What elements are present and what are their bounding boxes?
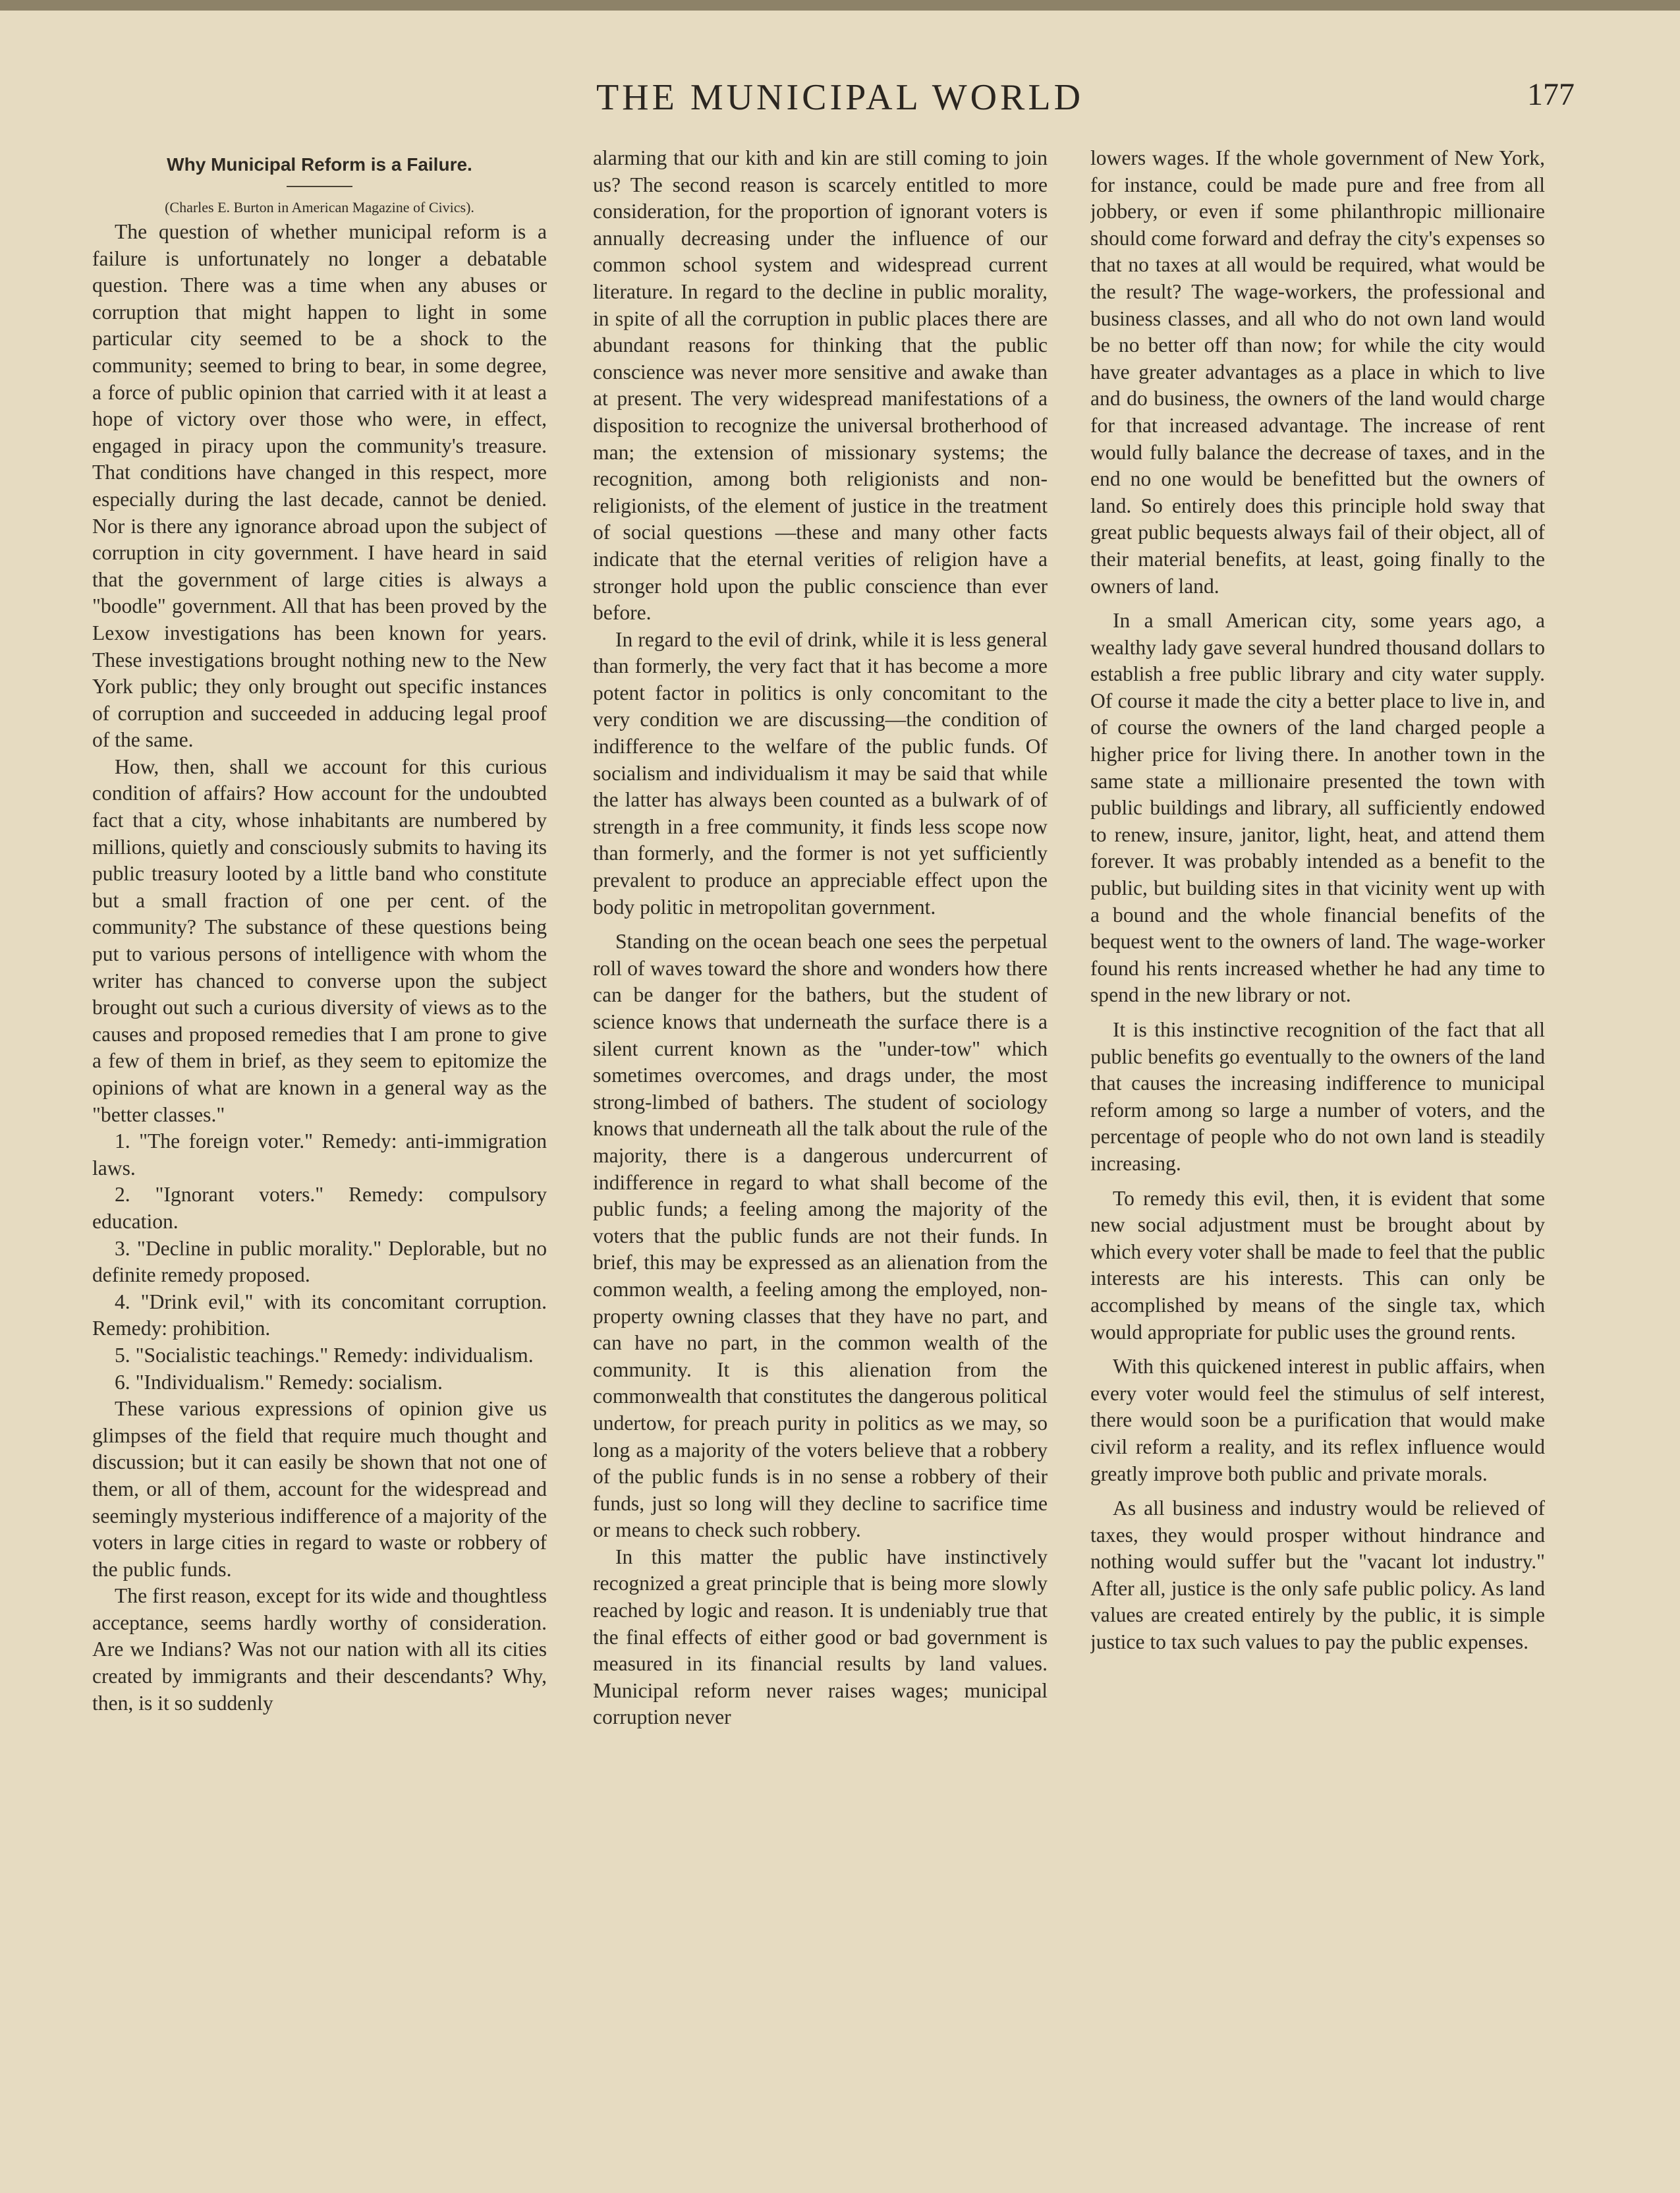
paragraph: To remedy this evil, then, it is evident that some new social adjustment must be brought about by which every voter shall be made to feel that the public interests are his interests. This can only be accomplished by means of the single tax, which would appropriate for public uses the ground rents. bbox=[1090, 1186, 1545, 1344]
article-column-2 bbox=[593, 145, 1048, 2148]
article-title: Why Municipal Reform is a Failure. bbox=[167, 154, 472, 175]
paragraph: How, then, shall we account for this curious condition of affairs? How account for the undoubted fact that a city, whose inhabitants are numbered by millions, quietly and consciously submits to having its public treasury looted by a little band who constitute but a small fraction of one per cent. of the community? The substance of these questions being put to various persons of intelligence with whom the writer has chanced to converse upon the subject brought out such a curious diversity of views as to the causes and proposed remedies that I am prone to give a few of them in brief, as they seem to epitomize the opinions of what are known in a general way as the "better classes." bbox=[92, 755, 547, 1126]
article-column-3 bbox=[1090, 145, 1545, 2148]
page-header bbox=[0, 72, 1680, 132]
paragraph: The question of whether municipal reform is a failure is unfortunately no longer a debatable question. There was a time when any abuses or corruption that might happen to light in some particular city seemed to be a shock to the community; seemed to bring to bear, in some degree, a force of public opinion that carried with it at least a hope of victory over those who were, in effect, engaged in piracy upon the community's treasure. That conditions have changed in this respect, more especially during the last decade, cannot be denied. Nor is there any ignorance abroad upon the subject of corruption in city government. I have heard in said that the government of large cities is always a "boodle" government. All that has been proved by the Lexow investigations has been known for years. These investigations brought nothing new to the New York public; they only brought out specific instances of corruption and succeeded in adducing legal proof of the same. bbox=[92, 220, 547, 752]
list-item: 4. "Drink evil," with its concomitant corruption. Remedy: prohibition. bbox=[92, 1290, 547, 1340]
title-rule bbox=[287, 186, 352, 187]
page-number: 177 bbox=[1527, 77, 1575, 112]
list-item: 5. "Socialistic teachings." Remedy: individualism. bbox=[115, 1343, 534, 1367]
paragraph: In a small American city, some years ago, a wealthy lady gave several hundred thousand dollars to establish a free public library and city water supply. Of course it made the city a better place to live in, and of course the owners of the land charged people a higher price for living there. In another town in the same state a millionaire presented the town with public buildings and library, all sufficiently endowed to renew, insure, janitor, light, heat, and attend them forever. It was probably intended as a benefit to the public, but building sites in that vicinity went up with a bound and the whole financial benefits of the bequest went to the owners of land. The wage-worker found his rents increased whether he had any time to spend in the new library or not. bbox=[1090, 609, 1545, 1007]
article-column-1 bbox=[92, 145, 547, 2148]
paragraph: As all business and industry would be relieved of taxes, they would prosper without hindrance and nothing would suffer but the "vacant lot industry." After all, justice is the only safe public policy. As land values are created entirely by the public, it is simple justice to tax such values to pay the public expenses. bbox=[1090, 1496, 1545, 1654]
page-top-edge bbox=[0, 0, 1680, 11]
paragraph: The first reason, except for its wide and thoughtless acceptance, seems hardly worthy of consideration. Are we Indians? Was not our nation with all its cities created by immigrants and their descendants? Why, then, is it so suddenly bbox=[92, 1584, 547, 1715]
paragraph: alarming that our kith and kin are still coming to join us? The second reason is scarcely entitled to more consideration, for the proportion of ignorant voters is annually decreasing under the influence of our common school system and widespread current literature. In regard to the decline in public morality, in spite of all the corruption in public places there are abundant reasons for thinking that the public conscience was never more sensitive and awake than at present. The very widespread manifestations of a disposition to recognize the universal brotherhood of man; the extension of missionary systems; the recognition, among both religionists and non-religionists, of the element of justice in the treatment of social questions —these and many other facts indicate that the eternal verities of religion have a stronger hold upon the public conscience than ever before. bbox=[593, 146, 1048, 625]
paragraph: lowers wages. If the whole government of New York, for instance, could be made pure and free from all jobbery, or even if some philanthropic millionaire should come forward and defray the city's expenses so that no taxes at all would be required, what would be the result? The wage-workers, the professional and business classes, and all who do not own land would be no better off than now; for while the city would have greater advantages as a place in which to live and do business, the owners of the land would charge for that increased advantage. The increase of rent would fully balance the decrease of taxes, and in the end no one would be benefitted but the owners of land. So entirely does this principle hold sway that great public bequests always fail of their object, all of their material benefits, at least, going finally to the owners of land. bbox=[1090, 146, 1545, 598]
list-item: 3. "Decline in public morality." Deplorable, but no definite remedy proposed. bbox=[92, 1236, 547, 1287]
list-item: 6. "Individualism." Remedy: socialism. bbox=[115, 1370, 443, 1394]
paragraph: In this matter the public have instinctively recognized a great principle that is being more slowly reached by logic and reason. It is undeniably true that the final effects of either good or bad government is measured in its financial results by land values. Municipal reform never raises wages; municipal corruption never bbox=[593, 1545, 1048, 1729]
paragraph: Standing on the ocean beach one sees the perpetual roll of waves toward the shore and wonders how there can be danger for the bathers, but the student of science knows that underneath the surface there is a silent current known as the "under-tow" which sometimes overcomes, and drags under, the most strong-limbed of bathers. The student of sociology knows that underneath all the talk about the rule of the majority, there is a dangerous undercurrent of indifference in regard to what shall become of the public funds; a feeling among the majority of the voters that the public funds are not their funds. In brief, this may be expressed as an alienation from the common wealth, a feeling among the employed, non-property owning classes that they have no part, and can have no part, in the common wealth of the community. It is this alienation from the commonwealth that constitutes the dangerous political undertow, for preach purity in politics as we may, so long as a majority of the voters believe that a robbery of the public funds is in no sense a robbery of their funds, just so long will they decline to sacrifice time or means to check such robbery. bbox=[593, 930, 1048, 1542]
paragraph: In regard to the evil of drink, while it is less general than formerly, the very fact that it has become a more potent factor in politics is only concomitant to the very condition we are discussing—the condition of indifference to the welfare of the public funds. Of socialism and individualism it may be said that while the latter has always been counted as a bulwark of of strength in a free community, it finds less scope now than formerly, and the former is not yet sufficiently prevalent to produce an appreciable effect upon the body politic in metropolitan government. bbox=[593, 627, 1048, 919]
article-source: (Charles E. Burton in American Magazine of Civics). bbox=[165, 199, 474, 215]
paragraph: With this quickened interest in public affairs, when every voter would feel the stimulus of self interest, there would soon be a purification that would make civil reform a reality, and its reflex influence would greatly improve both public and private morals. bbox=[1090, 1355, 1545, 1485]
paragraph: It is this instinctive recognition of the fact that all public benefits go eventually to the owners of the land that causes the increasing indifference to municipal reform among so large a number of voters, and the percentage of people who do not own land is steadily increasing. bbox=[1090, 1018, 1545, 1175]
list-item: 2. "Ignorant voters." Remedy: compulsory education. bbox=[92, 1183, 547, 1233]
paragraph: These various expressions of opinion give us glimpses of the field that require much thought and discussion; but it can easily be shown that not one of them, or all of them, account for the widespread and seemingly mysterious indifference of a majority of the voters in large cities in regard to waste or robbery of the public funds. bbox=[92, 1397, 547, 1581]
journal-title: THE MUNICIPAL WORLD bbox=[596, 77, 1084, 118]
list-item: 1. "The foreign voter." Remedy: anti-immigration laws. bbox=[92, 1129, 547, 1180]
